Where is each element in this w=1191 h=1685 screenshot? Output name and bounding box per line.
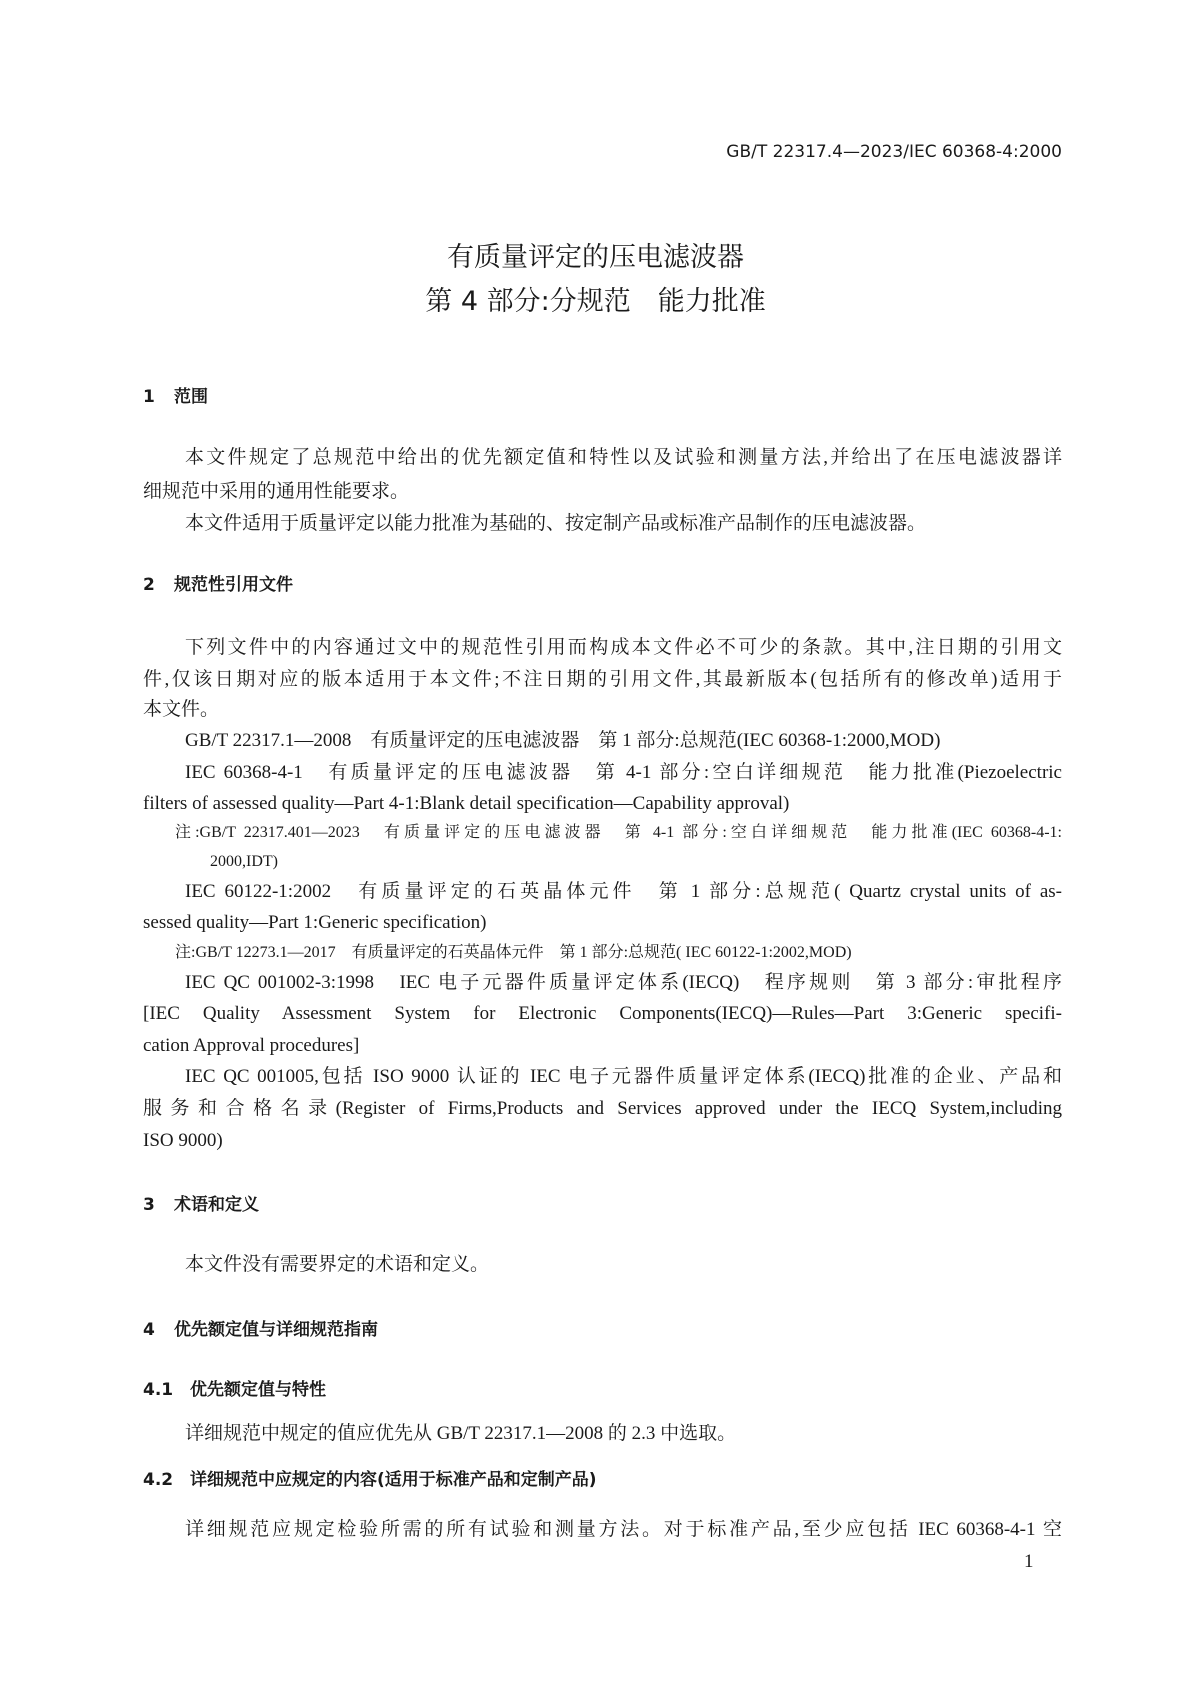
section-number: 4.1	[143, 1380, 174, 1400]
note-line: 注:GB/T 22317.401—2023 有质量评定的压电滤波器 第 4-1 部分:空白详细规范 能力批准(IEC 60368-4-1:	[175, 824, 1062, 841]
reference-line: IEC 60368-4-1 有质量评定的压电滤波器 第 4-1 部分:空白详细规范 能力批准(Piezoelectric	[185, 762, 1062, 783]
reference-line: IEC 60122-1:2002 有质量评定的石英晶体元件 第 1 部分:总规范( Quartz crystal units of as-	[185, 881, 1062, 902]
reference-line: IEC QC 001005,包括 ISO 9000 认证的 IEC 电子元器件质量评定体系(IECQ)批准的企业、产品和	[185, 1066, 1062, 1087]
section-heading-s3	[143, 1193, 259, 1217]
reference-line: [IEC Quality Assessment System for Electronic Components(IECQ)—Rules—Part 3:Generic specifi-	[143, 1003, 1062, 1024]
paragraph-line: 细规范中采用的通用性能要求。	[143, 481, 410, 502]
reference-line: GB/T 22317.1—2008 有质量评定的压电滤波器 第 1 部分:总规范(IEC 60368-1:2000,MOD)	[185, 730, 941, 751]
paragraph-line: 本文件规定了总规范中给出的优先额定值和特性以及试验和测量方法,并给出了在压电滤波器详	[185, 447, 1062, 468]
reference-line: 服务和合格名录(Register of Firms,Products and Services approved under the IECQ System,including	[143, 1098, 1062, 1119]
paragraph-line: 详细规范应规定检验所需的所有试验和测量方法。对于标准产品,至少应包括 IEC 60368-4-1 空	[185, 1519, 1062, 1540]
reference-line: filters of assessed quality—Part 4-1:Blank detail specification—Capability approval)	[143, 793, 790, 814]
paragraph-line: 本文件适用于质量评定以能力批准为基础的、按定制产品或标准产品制作的压电滤波器。	[185, 513, 927, 534]
section-heading-s41	[143, 1378, 326, 1402]
reference-line: IEC QC 001002-3:1998 IEC 电子元器件质量评定体系(IECQ) 程序规则 第 3 部分:审批程序	[185, 972, 1062, 993]
document-title: 有质量评定的压电滤波器	[447, 242, 744, 273]
section-title: 术语和定义	[174, 1195, 259, 1215]
section-heading-s42	[143, 1468, 597, 1492]
paragraph-line: 本文件没有需要界定的术语和定义。	[185, 1254, 490, 1275]
note-line: 2000,IDT)	[210, 853, 278, 870]
section-number: 1	[143, 387, 155, 407]
note-line: 注:GB/T 12273.1—2017 有质量评定的石英晶体元件 第 1 部分:总规范( IEC 60122-1:2002,MOD)	[175, 944, 852, 961]
section-heading-s1	[143, 385, 208, 409]
document-subtitle: 第 4 部分:分规范 能力批准	[425, 286, 766, 317]
section-number: 2	[143, 575, 155, 595]
standard-number: GB/T 22317.4—2023/IEC 60368-4:2000	[726, 142, 1062, 162]
page-number: 1	[1024, 1551, 1034, 1572]
section-number: 4.2	[143, 1470, 174, 1490]
section-title: 范围	[174, 387, 208, 407]
section-title: 优先额定值与特性	[190, 1380, 326, 1400]
section-title: 优先额定值与详细规范指南	[174, 1320, 378, 1340]
paragraph-line: 下列文件中的内容通过文中的规范性引用而构成本文件必不可少的条款。其中,注日期的引用文	[185, 637, 1062, 658]
section-heading-s4	[143, 1318, 378, 1342]
reference-line: ISO 9000)	[143, 1130, 223, 1151]
paragraph-line: 详细规范中规定的值应优先从 GB/T 22317.1—2008 的 2.3 中选取。	[185, 1423, 737, 1444]
paragraph-line: 本文件。	[143, 699, 220, 720]
section-title: 规范性引用文件	[174, 575, 293, 595]
reference-line: cation Approval procedures]	[143, 1035, 360, 1056]
section-title: 详细规范中应规定的内容(适用于标准产品和定制产品)	[190, 1470, 597, 1490]
section-number: 3	[143, 1195, 155, 1215]
section-number: 4	[143, 1320, 155, 1340]
paragraph-line: 件,仅该日期对应的版本适用于本文件;不注日期的引用文件,其最新版本(包括所有的修改单)适用于	[143, 669, 1062, 690]
section-heading-s2	[143, 573, 293, 597]
reference-line: sessed quality—Part 1:Generic specification)	[143, 912, 487, 933]
